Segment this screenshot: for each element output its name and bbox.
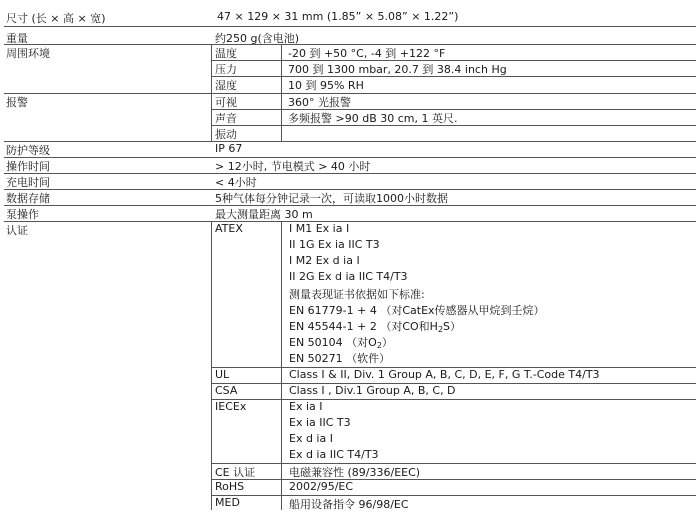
audio-alarm-label: 声音 [215,112,237,125]
protection-row [4,142,696,158]
visual-alarm-subrow [211,94,696,110]
pressure-subrow [211,61,696,77]
atex-line-part: EN 50104 （对O [289,336,377,349]
vibration-subrow [211,126,696,141]
ce-value: 电磁兼容性 (89/336/EEC) [289,466,421,479]
environment-row [4,45,696,94]
audio-alarm-subrow [211,110,696,126]
subscript: 2 [376,341,382,350]
vibration-label: 振动 [215,128,237,141]
charging-time-label: 充电时间 [6,176,50,189]
environment-label: 周围环境 [6,47,50,60]
data-storage-row [4,190,696,206]
med-value: 船用设备指令 96/98/EC [289,498,409,511]
iecex-group [211,400,696,464]
subscript: 2 [437,325,444,334]
divider [281,222,282,510]
med-group [211,496,696,511]
iecex-line: Ex ia IIC T3 [289,416,351,429]
operating-time-row [4,158,696,174]
atex-group [211,222,696,368]
atex-line [289,334,393,350]
operating-time-value: > 12小时, 节电模式 > 40 小时 [215,160,371,173]
atex-line: EN 50271 （软件） [289,352,391,365]
pressure-label: 压力 [215,63,237,76]
ul-value: Class I & II, Div. 1 Group A, B, C, D, E, F, G T.-Code T4/T3 [289,368,600,381]
temperature-value: -20 到 +50 °C, -4 到 +122 °F [288,47,446,60]
certification-row [4,222,696,510]
weight-value: 约250 g(含电池) [215,32,300,45]
rohs-label: RoHS [215,480,245,493]
audio-alarm-value: 多频报警 >90 dB 30 cm, 1 英尺. [288,112,458,125]
pump-label: 泵操作 [6,208,39,221]
ce-group [211,464,696,480]
weight-row [4,30,696,45]
atex-line-part: ） [381,336,393,349]
humidity-label: 湿度 [215,79,237,92]
size-label: 尺寸 (长 × 高 × 宽) [6,12,106,25]
ce-label: CE 认证 [215,466,256,479]
ul-label: UL [215,368,230,381]
atex-line: I M1 Ex ia I [289,222,350,235]
atex-line: 测量表现证书依据如下标准: [289,288,425,301]
pressure-value: 700 到 1300 mbar, 20.7 到 38.4 inch Hg [288,63,507,76]
protection-value: IP 67 [215,142,243,155]
weight-label: 重量 [6,32,28,45]
visual-alarm-label: 可视 [215,96,237,109]
divider [211,45,212,93]
pump-value: 最大测量距离 30 m [215,208,313,221]
iecex-line: Ex d ia I [289,432,333,445]
atex-line: I M2 Ex d ia I [289,254,360,267]
humidity-subrow [211,77,696,92]
csa-label: CSA [215,384,238,397]
atex-line-part: EN 45544-1 + 2 （对CO和H [289,320,438,333]
temperature-label: 温度 [215,47,237,60]
size-value: 47 × 129 × 31 mm (1.85” × 5.08” × 1.22”) [217,10,459,23]
atex-line: II 2G Ex d ia IIC T4/T3 [289,270,408,283]
divider [211,94,212,141]
alarm-label: 报警 [6,96,28,109]
divider [281,45,282,93]
charging-time-value: < 4小时 [215,176,257,189]
atex-line-part: S） [443,320,462,333]
data-storage-label: 数据存储 [6,192,50,205]
iecex-label: IECEx [215,400,247,413]
humidity-value: 10 到 95% RH [288,79,364,92]
size-row [4,10,696,27]
divider [281,94,282,141]
atex-line: EN 61779-1 + 4 （对CatEx传感器从甲烷到壬烷） [289,304,545,317]
divider [211,222,212,510]
alarm-row [4,94,696,142]
atex-line [289,318,461,334]
rohs-value: 2002/95/EC [289,480,354,493]
rohs-group [211,480,696,496]
atex-label: ATEX [215,222,243,235]
atex-line: II 1G Ex ia IIC T3 [289,238,380,251]
iecex-line: Ex d ia IIC T4/T3 [289,448,379,461]
charging-time-row [4,174,696,190]
med-label: MED [215,496,240,509]
iecex-line: Ex ia I [289,400,323,413]
temperature-subrow [211,45,696,61]
certification-label: 认证 [6,224,28,237]
operating-time-label: 操作时间 [6,160,50,173]
csa-value: Class I , Div.1 Group A, B, C, D [289,384,456,397]
data-storage-value: 5种气体每分钟记录一次，可读取1000小时数据 [215,192,448,205]
protection-label: 防护等级 [6,144,50,157]
pump-row [4,206,696,222]
visual-alarm-value: 360° 光报警 [288,96,351,109]
